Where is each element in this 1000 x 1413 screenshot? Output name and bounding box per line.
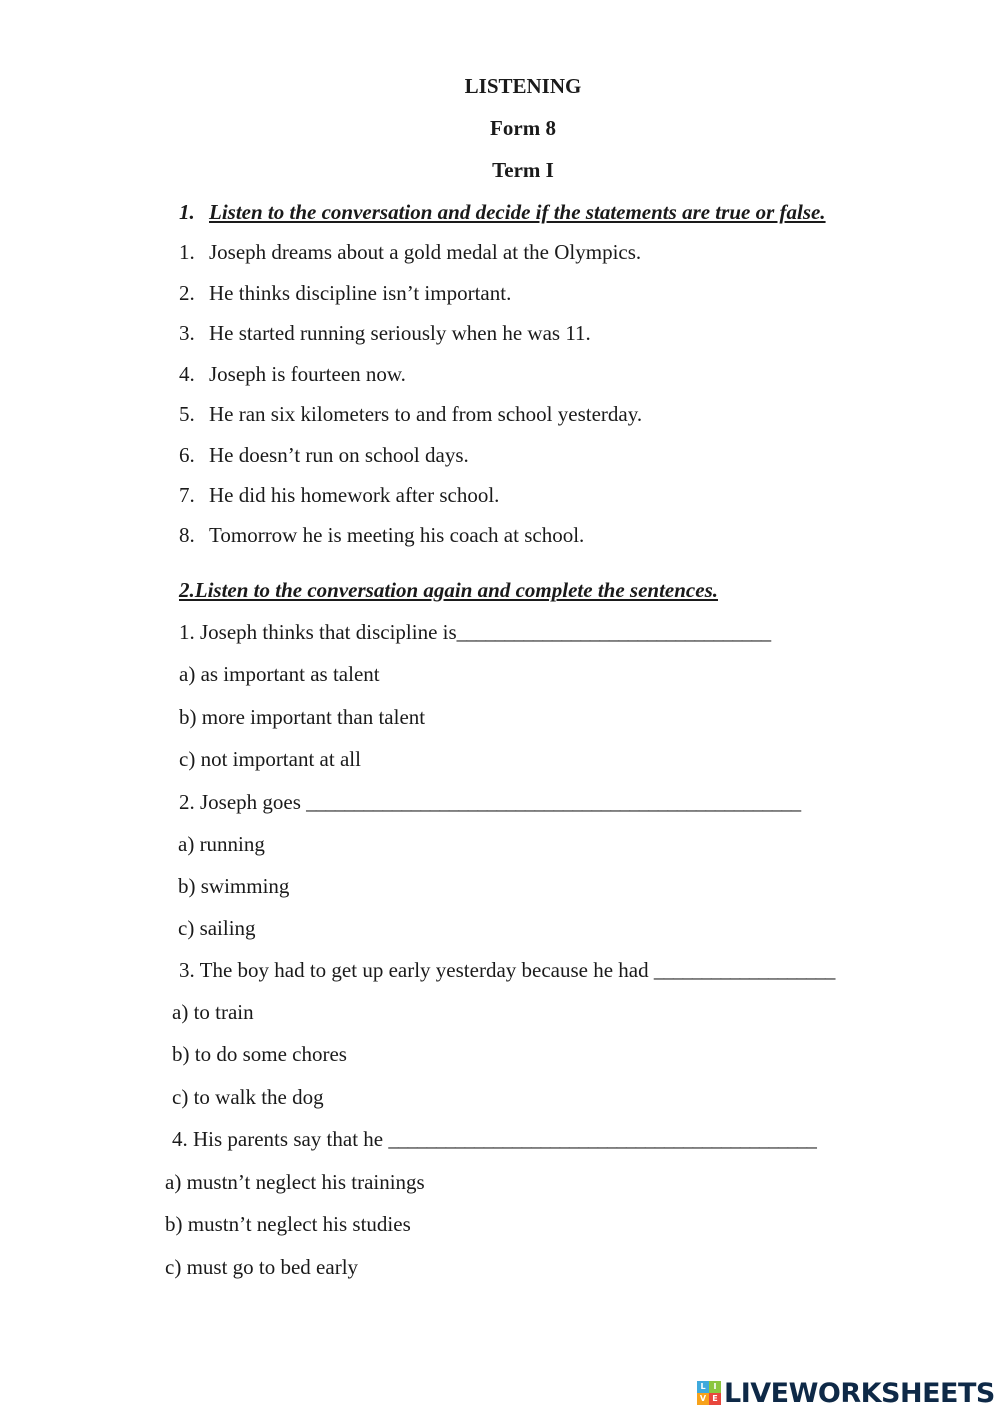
question-1: [179, 619, 770, 645]
option-item[interactable]: a) as important as talent: [179, 662, 380, 686]
option-item[interactable]: b) swimming: [178, 874, 290, 898]
statement-item: [179, 442, 469, 468]
section2-instruction: 2.Listen to the conversation again and complete the sentences.: [179, 578, 718, 602]
option-item[interactable]: a) to train: [172, 1000, 254, 1024]
logo-text: LIVEWORKSHEETS: [724, 1377, 995, 1409]
statement-text: Joseph dreams about a gold medal at the Olympics.: [209, 240, 642, 264]
statement-item: [179, 239, 641, 265]
option-item[interactable]: b) more important than talent: [179, 705, 426, 729]
statement-item: [179, 280, 511, 306]
answer-blank[interactable]: ___________________: [653, 958, 835, 982]
statement-number: 7.: [179, 483, 195, 507]
statement-number: 4.: [179, 362, 195, 386]
question-text: 1. Joseph thinks that discipline is: [179, 620, 457, 644]
option-item[interactable]: c) sailing: [178, 916, 256, 940]
option-item[interactable]: c) must go to bed early: [165, 1255, 359, 1279]
page-title: LISTENING: [464, 74, 582, 98]
statement-text: Tomorrow he is meeting his coach at school.: [209, 523, 585, 547]
question-text: 2. Joseph goes: [179, 790, 307, 814]
badge-letter: I: [709, 1381, 721, 1393]
statement-item: [179, 522, 584, 548]
statement-number: 8.: [179, 523, 195, 547]
form-label: Form 8: [490, 116, 556, 140]
statement-item: [179, 320, 591, 346]
statement-number: 5.: [179, 402, 195, 426]
statement-item: [179, 401, 642, 427]
statement-number: 6.: [179, 443, 195, 467]
question-text: 4. His parents say that he: [172, 1127, 389, 1151]
section1-instruction: [179, 199, 826, 225]
statement-text: He started running seriously when he was 11.: [209, 321, 591, 345]
answer-blank[interactable]: ____________________________________________________: [306, 790, 801, 814]
statement-text: He thinks discipline isn’t important.: [209, 281, 512, 305]
statement-number: 1.: [179, 240, 195, 264]
statement-number: 3.: [179, 321, 195, 345]
statement-text: He doesn’t run on school days.: [209, 443, 469, 467]
liveworksheets-badge-icon: [697, 1381, 721, 1405]
badge-letter: E: [709, 1393, 721, 1405]
liveworksheets-logo[interactable]: [697, 1378, 995, 1408]
statement-text: He did his homework after school.: [209, 483, 500, 507]
badge-letter: V: [697, 1393, 709, 1405]
question-3: [179, 957, 834, 983]
statement-item: [179, 361, 406, 387]
option-item[interactable]: a) running: [178, 832, 265, 856]
option-item[interactable]: c) to walk the dog: [172, 1085, 324, 1109]
question-text: 3. The boy had to get up early yesterday because he had: [179, 958, 654, 982]
statement-text: Joseph is fourteen now.: [209, 362, 406, 386]
answer-blank[interactable]: _________________________________: [456, 620, 771, 644]
section1-number: 1.: [179, 200, 195, 224]
statement-item: [179, 482, 499, 508]
answer-blank[interactable]: _____________________________________________: [388, 1127, 816, 1151]
term-label: Term I: [492, 158, 554, 182]
question-4: [172, 1126, 816, 1152]
option-item[interactable]: b) to do some chores: [172, 1042, 347, 1066]
badge-letter: L: [697, 1381, 709, 1393]
question-2: [179, 789, 800, 815]
statement-text: He ran six kilometers to and from school yesterday.: [209, 402, 643, 426]
option-item[interactable]: c) not important at all: [179, 747, 361, 771]
option-item[interactable]: b) mustn’t neglect his studies: [165, 1212, 411, 1236]
option-item[interactable]: a) mustn’t neglect his trainings: [165, 1170, 425, 1194]
statement-number: 2.: [179, 281, 195, 305]
section1-instruction-text: Listen to the conversation and decide if the statements are true or false.: [209, 200, 826, 224]
